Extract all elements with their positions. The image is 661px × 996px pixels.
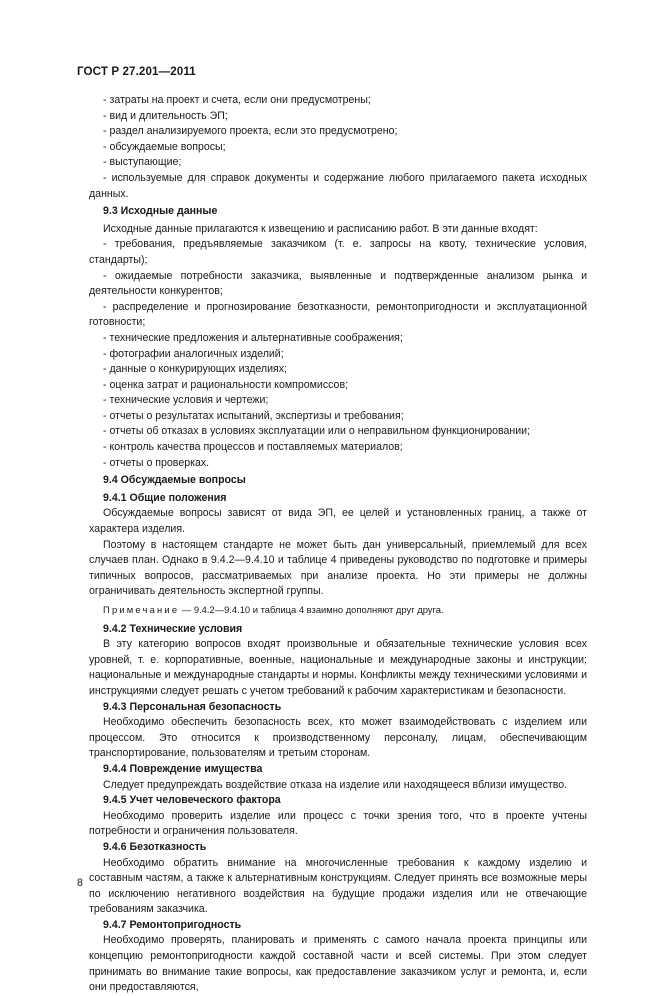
section-heading-9-3: 9.3 Исходные данные: [103, 205, 218, 218]
list-item: - отчеты о результатах испытаний, экспертизы и требования;: [103, 409, 404, 422]
paragraph: Поэтому в настоящем стандарте не может быть дан универсальный, приемлемый для всех случаев план. Однако в 9.4.2—9.4.10 и таблице 4 приведены руководство по подготовке и примеры типичных вопросов, рассматриваемых при анализе проекта. Но эти примеры не должны ограничивать деятельность экспертной группы.: [89, 538, 587, 598]
page-content: [89, 93, 587, 996]
section-heading-9-4-2: 9.4.2 Технические условия: [103, 622, 243, 635]
list-item: - данные о конкурирующих изделиях;: [103, 363, 287, 376]
section-heading-9-4-1: 9.4.1 Общие положения: [103, 491, 227, 504]
list-item: - фотографии аналогичных изделий;: [103, 347, 284, 360]
list-item: - вид и длительность ЭП;: [103, 109, 228, 122]
note: [89, 602, 587, 618]
list-item: - отчеты об отказах в условиях эксплуатации или о неправильном функционировании;: [103, 425, 531, 438]
list-item: - затраты на проект и счета, если они предусмотрены;: [103, 94, 371, 106]
section-heading-9-4-6: 9.4.6 Безотказность: [103, 840, 207, 853]
list-item: - отчеты о проверках.: [103, 456, 210, 469]
section-heading-9-4-5: 9.4.5 Учет человеческого фактора: [103, 794, 281, 807]
paragraph: Необходимо проверять, планировать и применять с самого начала проекта принципы или концепцию ремонтопригодности каждой составной части и всей системы. При этом следует принимать во внимание такие вопросы, как предоставление заказчиком услуг и ремонта, и, если они предоставляются,: [89, 934, 587, 994]
section-heading-9-4: 9.4 Обсуждаемые вопросы: [103, 474, 246, 487]
paragraph: Следует предупреждать воздействие отказа на изделие или находящееся вблизи имущество.: [103, 778, 568, 791]
list-item: - раздел анализируемого проекта, если это предусмотрено;: [103, 125, 398, 138]
paragraph: Обсуждаемые вопросы зависят от вида ЭП, ее целей и установленных границ, а также от характера изделия.: [89, 507, 587, 536]
paragraph: Необходимо обратить внимание на многочисленные требования к каждому изделию и составным частям, а также к альтернативным конструкциям. Следует принять все возможные меры по исключению негативного воздействия на будущие продажи изделия или не отвечающие требованиям заказчика.: [89, 856, 587, 916]
list-item: - оценка затрат и рациональности компромиссов;: [103, 378, 349, 391]
paragraph: Необходимо проверить изделие или процесс с точки зрения того, что в проекте учтены потребности и ограничения пользователя.: [89, 809, 587, 838]
list-item: - требования, предъявляемые заказчиком (т. е. запросы на квоту, технические условия, стандарты);: [89, 238, 587, 266]
list-item: - технические предложения и альтернативные соображения;: [103, 331, 403, 344]
paragraph: Необходимо обеспечить безопасность всех, кто может взаимодействовать с изделием или процессом. Это относится к производственному персоналу, лицам, обеспечивающим транспортирование, пользователям и третьим сторонам.: [89, 716, 587, 760]
note-text: — 9.4.2—9.4.10 и таблица 4 взаимно дополняют друг друга.: [179, 604, 444, 615]
note-label: Примечание: [103, 604, 180, 615]
paragraph: В эту категорию вопросов входят произвольные и обязательные технические условия всех уровней, т. е. корпоративные, военные, национальные и международные законы и инструкции; национальные и международные стандарты и нормы. Конфликты между техническими условиями и инструкциями следует решать с учетом требований к рабочим характеристикам и безопасности.: [89, 638, 587, 697]
section-heading-9-4-3: 9.4.3 Персональная безопасность: [103, 700, 282, 713]
list-item: - используемые для справок документы и содержание любого прилагаемого пакета исходных данных.: [89, 171, 587, 200]
list-item: - распределение и прогнозирование безотказности, ремонтопригодности и эксплуатационной готовности;: [89, 300, 587, 329]
list-item: - обсуждаемые вопросы;: [103, 140, 226, 153]
document-header: ГОСТ Р 27.201—2011: [77, 65, 196, 78]
input-data-list: [89, 237, 587, 471]
section-heading-9-4-4: 9.4.4 Повреждение имущества: [103, 762, 263, 775]
top-list: [89, 93, 587, 202]
list-item: - выступающие;: [103, 156, 182, 169]
list-item: - контроль качества процессов и поставляемых материалов;: [103, 441, 403, 454]
list-item: - технические условия и чертежи;: [103, 394, 269, 407]
list-item: - ожидаемые потребности заказчика, выявленные и подтвержденные анализом рынка и деятельности конкурентов;: [89, 269, 587, 298]
section-9-3-intro: Исходные данные прилагаются к извещению и расписанию работ. В эти данные входят:: [103, 222, 538, 235]
section-heading-9-4-7: 9.4.7 Ремонтопригодность: [103, 918, 242, 931]
page-number: 8: [77, 877, 83, 889]
